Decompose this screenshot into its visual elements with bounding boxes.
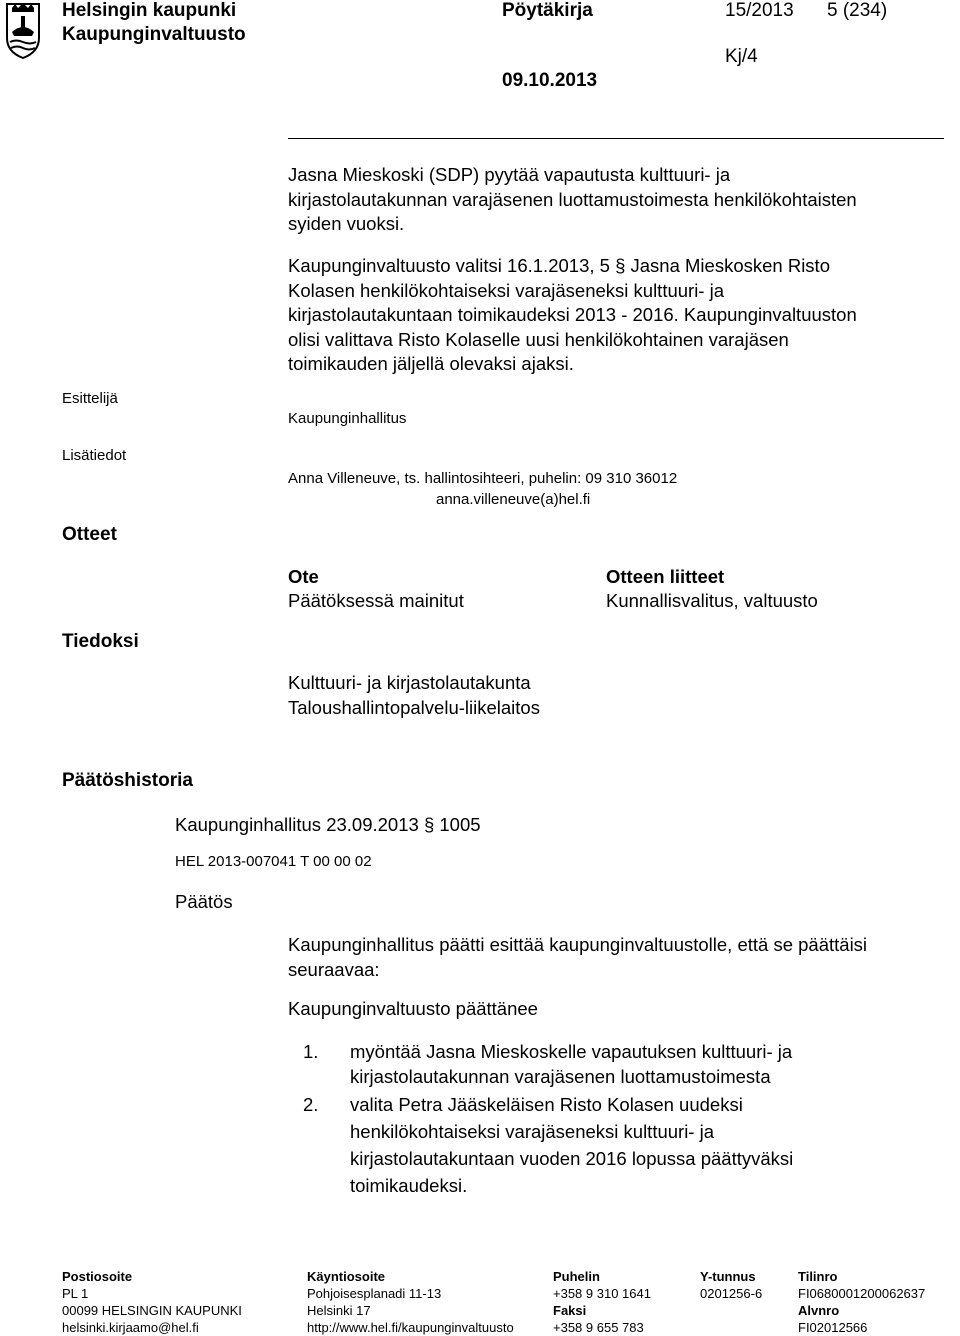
intro-line: olisi valittava Risto Kolaselle uusi henkilökohtainen varajäsen: [288, 328, 789, 350]
footer-value: PL 1: [62, 1286, 89, 1301]
intro-line: toimikauden jäljellä olevaksi ajaksi.: [288, 353, 574, 374]
footer-business-id: [700, 1268, 762, 1302]
intro-text: Jasna Mieskosken Risto: [630, 255, 830, 276]
footer-heading: Alvnro: [798, 1303, 840, 1318]
history-meeting: [175, 813, 481, 838]
footer-value: Helsinki 17: [307, 1303, 371, 1318]
doc-number: 15/2013: [725, 0, 794, 21]
intro-line: kirjastolautakuntaan toimikaudeksi 2013 - 2016. Kaupunginvaltuuston: [288, 304, 857, 325]
otteet-col1-value: Päätöksessä mainitut: [288, 590, 464, 611]
proposal-line: henkilökohtaiseksi varajäseneksi kulttuuri- ja: [350, 1121, 715, 1142]
footer-value: 0201256-6: [700, 1286, 763, 1301]
intro-line: Kolasen henkilökohtaiseksi varajäseneksi kulttuuri- ja: [288, 279, 725, 301]
info-label: Lisätiedot: [62, 447, 127, 464]
proposal-number: 2.: [303, 1094, 319, 1115]
intro-line: Jasna Mieskoski (SDP) pyytää vapautusta kulttuuri- ja: [288, 164, 731, 185]
diary-number: HEL 2013-007041 T 00 00 02: [175, 853, 372, 870]
footer-website: http://www.hel.fi/kaupunginvaltuusto: [307, 1320, 514, 1335]
info-contact: Anna Villeneuve, ts. hallintosihteeri, puhelin: 09 310 36012: [288, 470, 678, 487]
proposal-number: 1.: [303, 1041, 319, 1062]
footer-value: FI0680001200062637: [798, 1286, 926, 1301]
footer-postal: [62, 1268, 242, 1336]
footer-heading: Postiosoite: [62, 1269, 133, 1284]
list-item: Kulttuuri- ja kirjastolautakunta: [288, 672, 531, 693]
meeting-text: Kaupunginhallitus 23.09.2013: [175, 814, 419, 835]
footer-value: Pohjoisesplanadi 11-13: [307, 1286, 442, 1301]
footer-heading: Käyntiosoite: [307, 1269, 386, 1284]
proposal-line: toimikaudeksi.: [350, 1175, 468, 1196]
page-number: 5 (234): [827, 0, 888, 21]
intro-para-2: [288, 254, 857, 377]
footer-email: helsinki.kirjaamo@hel.fi: [62, 1320, 199, 1335]
footer-phone: [553, 1268, 651, 1336]
otteet-title: Otteet: [62, 524, 117, 545]
tiedoksi-title: Tiedoksi: [62, 631, 139, 652]
presenter-label: Esittelijä: [62, 390, 118, 407]
proposal-line: myöntää Jasna Mieskoskelle vapautuksen kulttuuri- ja: [350, 1041, 793, 1062]
proposal-line: kirjastolautakuntaan vuoden 2016 lopussa päättyväksi: [350, 1148, 794, 1169]
city-logo: [4, 2, 42, 60]
intro-line: [288, 254, 857, 279]
intro-text: Kaupunginvaltuusto valitsi 16.1.2013, 5: [288, 255, 610, 276]
proposal-line: kirjastolautakunnan varajäsenen luottamustoimesta: [350, 1065, 771, 1087]
intro-line: syiden vuoksi.: [288, 213, 405, 234]
decision-line: Kaupunginhallitus päätti esittää kaupunginvaltuustolle, että se päättäisi: [288, 934, 868, 955]
org-name: Helsingin kaupunki: [62, 0, 237, 21]
list-item: Taloushallintopalvelu-liikelaitos: [288, 696, 540, 718]
item-code: Kj/4: [725, 46, 758, 67]
doc-type: Pöytäkirja: [502, 0, 593, 21]
footer-heading: Y-tunnus: [700, 1269, 756, 1284]
proposal-text: [350, 1093, 793, 1201]
helsinki-coat-of-arms-icon: [4, 2, 42, 60]
proposal-intro: Kaupunginvaltuusto päättänee: [288, 998, 538, 1019]
section-sign: §: [423, 814, 435, 835]
section-sign: §: [615, 255, 626, 276]
history-title: Päätöshistoria: [62, 770, 193, 791]
decision-line: seuraavaa:: [288, 958, 380, 980]
footer-value: +358 9 655 783: [553, 1320, 644, 1335]
footer-heading: Faksi: [553, 1303, 587, 1318]
decision-label: Päätös: [175, 891, 233, 912]
meeting-date: 09.10.2013: [502, 70, 598, 91]
footer-value: FI02012566: [798, 1320, 868, 1335]
header-divider: [288, 138, 944, 139]
otteet-col1-head: Ote: [288, 566, 319, 587]
footer-account: [798, 1268, 925, 1336]
footer-value: +358 9 310 1641: [553, 1286, 651, 1301]
meeting-number: 1005: [439, 814, 481, 835]
proposal-line: valita Petra Jääskeläisen Risto Kolasen uudeksi: [350, 1094, 743, 1115]
footer-heading: Tilinro: [798, 1269, 838, 1284]
presenter-value: Kaupunginhallitus: [288, 410, 407, 427]
info-email: anna.villeneuve(a)hel.fi: [436, 491, 591, 508]
footer-visit: [307, 1268, 514, 1336]
footer-value: 00099 HELSINGIN KAUPUNKI: [62, 1303, 242, 1318]
otteet-col2-head: Otteen liitteet: [606, 566, 725, 587]
intro-para-1: [288, 163, 857, 237]
otteet-col2-value: Kunnallisvalitus, valtuusto: [606, 590, 818, 611]
decision-text: [288, 933, 867, 982]
body-name: Kaupunginvaltuusto: [62, 24, 246, 45]
intro-line: kirjastolautakunnan varajäsenen luottamustoimesta henkilökohtaisten: [288, 188, 857, 210]
footer-heading: Puhelin: [553, 1269, 600, 1284]
tiedoksi-list: [288, 671, 540, 720]
proposal-text: [350, 1040, 792, 1089]
